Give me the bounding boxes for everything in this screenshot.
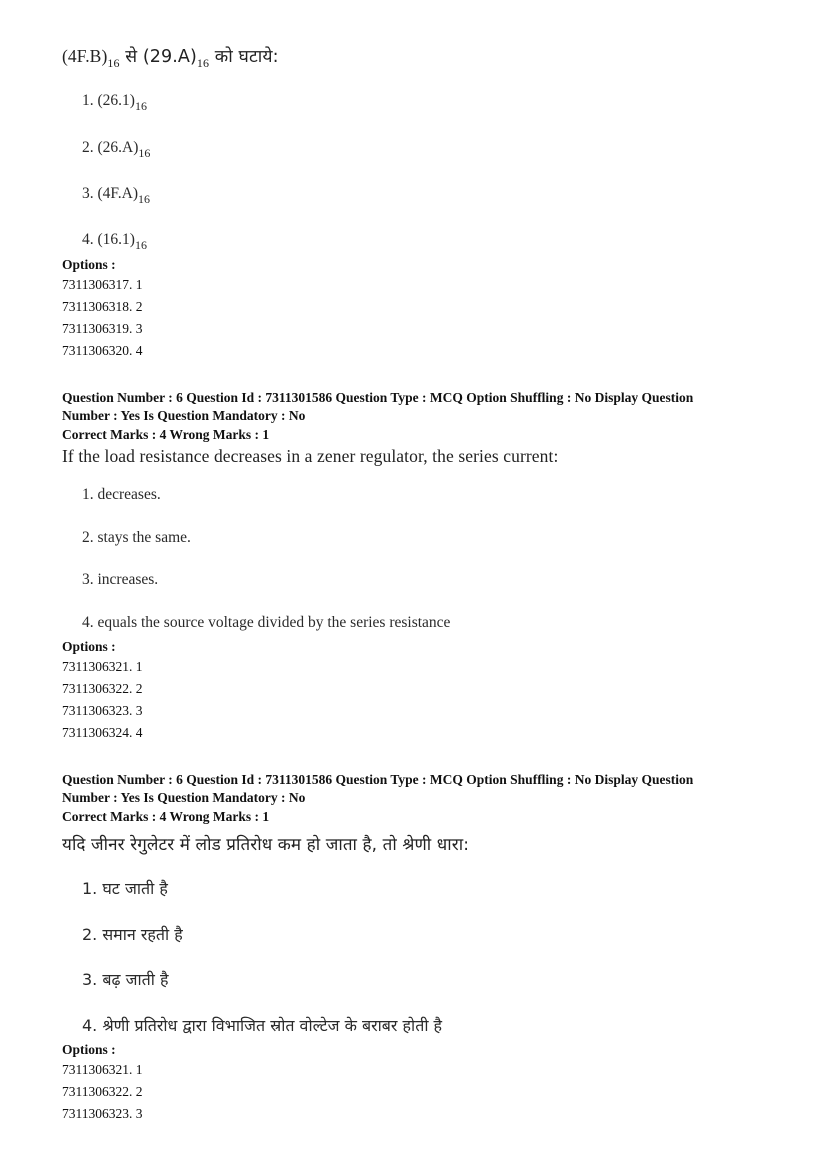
q5-choice-1 [82, 92, 147, 114]
q6-hi-meta-line1: Question Number : 6 Question Id : 7311301586 Question Type : MCQ Option Shuffling : No Display Question [62, 772, 694, 787]
q5-option-id-3: 7311306319. 3 [62, 321, 143, 336]
q6-hi-choice-4: 4. श्रेणी प्रतिरोध द्वारा विभाजित स्रोत वोल्टेज के बराबर होती है [82, 1016, 443, 1035]
q6-hi-question-text: यदि जीनर रेगुलेटर में लोड प्रतिरोध कम हो जाता है, तो श्रेणी धारा: [62, 835, 470, 855]
q6-hi-option-id-2: 7311306322. 2 [62, 1084, 143, 1099]
q5-choice-4-text: 4. (16.1) [82, 231, 135, 248]
q6-en-option-id-1: 7311306321. 1 [62, 659, 143, 674]
q5-question-sub1: 16 [107, 56, 120, 70]
q6-en-choice-1: 1. decreases. [82, 486, 161, 503]
q6-en-meta [62, 389, 766, 444]
q5-choice-1-sub: 16 [134, 99, 147, 113]
q6-en-option-id-4: 7311306324. 4 [62, 725, 143, 740]
q5-choice-4 [82, 231, 147, 253]
q6-hi-meta-line2: Number : Yes Is Question Mandatory : No [62, 789, 306, 805]
q5-choice-2-text: 2. (26.A) [82, 139, 139, 156]
q5-question-sub2: 16 [196, 56, 210, 70]
q6-hi-options-label: Options : [62, 1042, 116, 1057]
q6-en-option-id-2: 7311306322. 2 [62, 681, 143, 696]
q6-en-choice-2: 2. stays the same. [82, 529, 191, 546]
q5-question-mid: से (29.A) [119, 47, 197, 67]
q6-en-options-label: Options : [62, 639, 116, 654]
q5-question-post: को घटाये: [209, 47, 279, 67]
q5-choice-2-sub: 16 [138, 146, 151, 160]
q6-en-meta-line2: Number : Yes Is Question Mandatory : No [62, 407, 306, 423]
q5-option-id-2: 7311306318. 2 [62, 299, 143, 314]
q5-option-id-4: 7311306320. 4 [62, 343, 143, 358]
q5-options-label: Options : [62, 257, 116, 272]
q6-hi-choice-3: 3. बढ़ जाती है [82, 970, 169, 989]
q6-en-choice-3: 3. increases. [82, 571, 159, 588]
q6-hi-option-id-1: 7311306321. 1 [62, 1062, 143, 1077]
q5-question-text [62, 44, 766, 71]
q6-en-meta-line1: Question Number : 6 Question Id : 7311301586 Question Type : MCQ Option Shuffling : No Display Question [62, 390, 694, 405]
q5-choice-1-text: 1. (26.1) [82, 92, 135, 109]
q6-en-option-id-3: 7311306323. 3 [62, 703, 143, 718]
q5-choice-3 [82, 185, 150, 207]
q6-hi-marks: Correct Marks : 4 Wrong Marks : 1 [62, 809, 270, 824]
q6-en-option-ids [62, 656, 766, 744]
q5-choice-2 [82, 139, 150, 161]
q6-hi-option-id-3: 7311306323. 3 [62, 1106, 143, 1121]
q6-hi-choice-1: 1. घट जाती है [82, 879, 168, 898]
q5-option-ids [62, 274, 766, 362]
q6-hi-meta [62, 771, 766, 826]
q5-choice-3-text: 3. (4F.A) [82, 185, 139, 202]
q6-hi-choice-2: 2. समान रहती है [82, 925, 183, 944]
q5-choice-4-sub: 16 [134, 238, 147, 252]
q5-question-pre: (4F.B) [62, 46, 108, 66]
q5-choice-3-sub: 16 [138, 192, 151, 206]
q5-option-id-1: 7311306317. 1 [62, 277, 143, 292]
q6-en-choice-4: 4. equals the source voltage divided by the series resistance [82, 614, 451, 631]
q6-en-marks: Correct Marks : 4 Wrong Marks : 1 [62, 427, 270, 442]
q6-hi-option-ids [62, 1059, 766, 1125]
q6-en-question-text: If the load resistance decreases in a zener regulator, the series current: [62, 446, 559, 466]
